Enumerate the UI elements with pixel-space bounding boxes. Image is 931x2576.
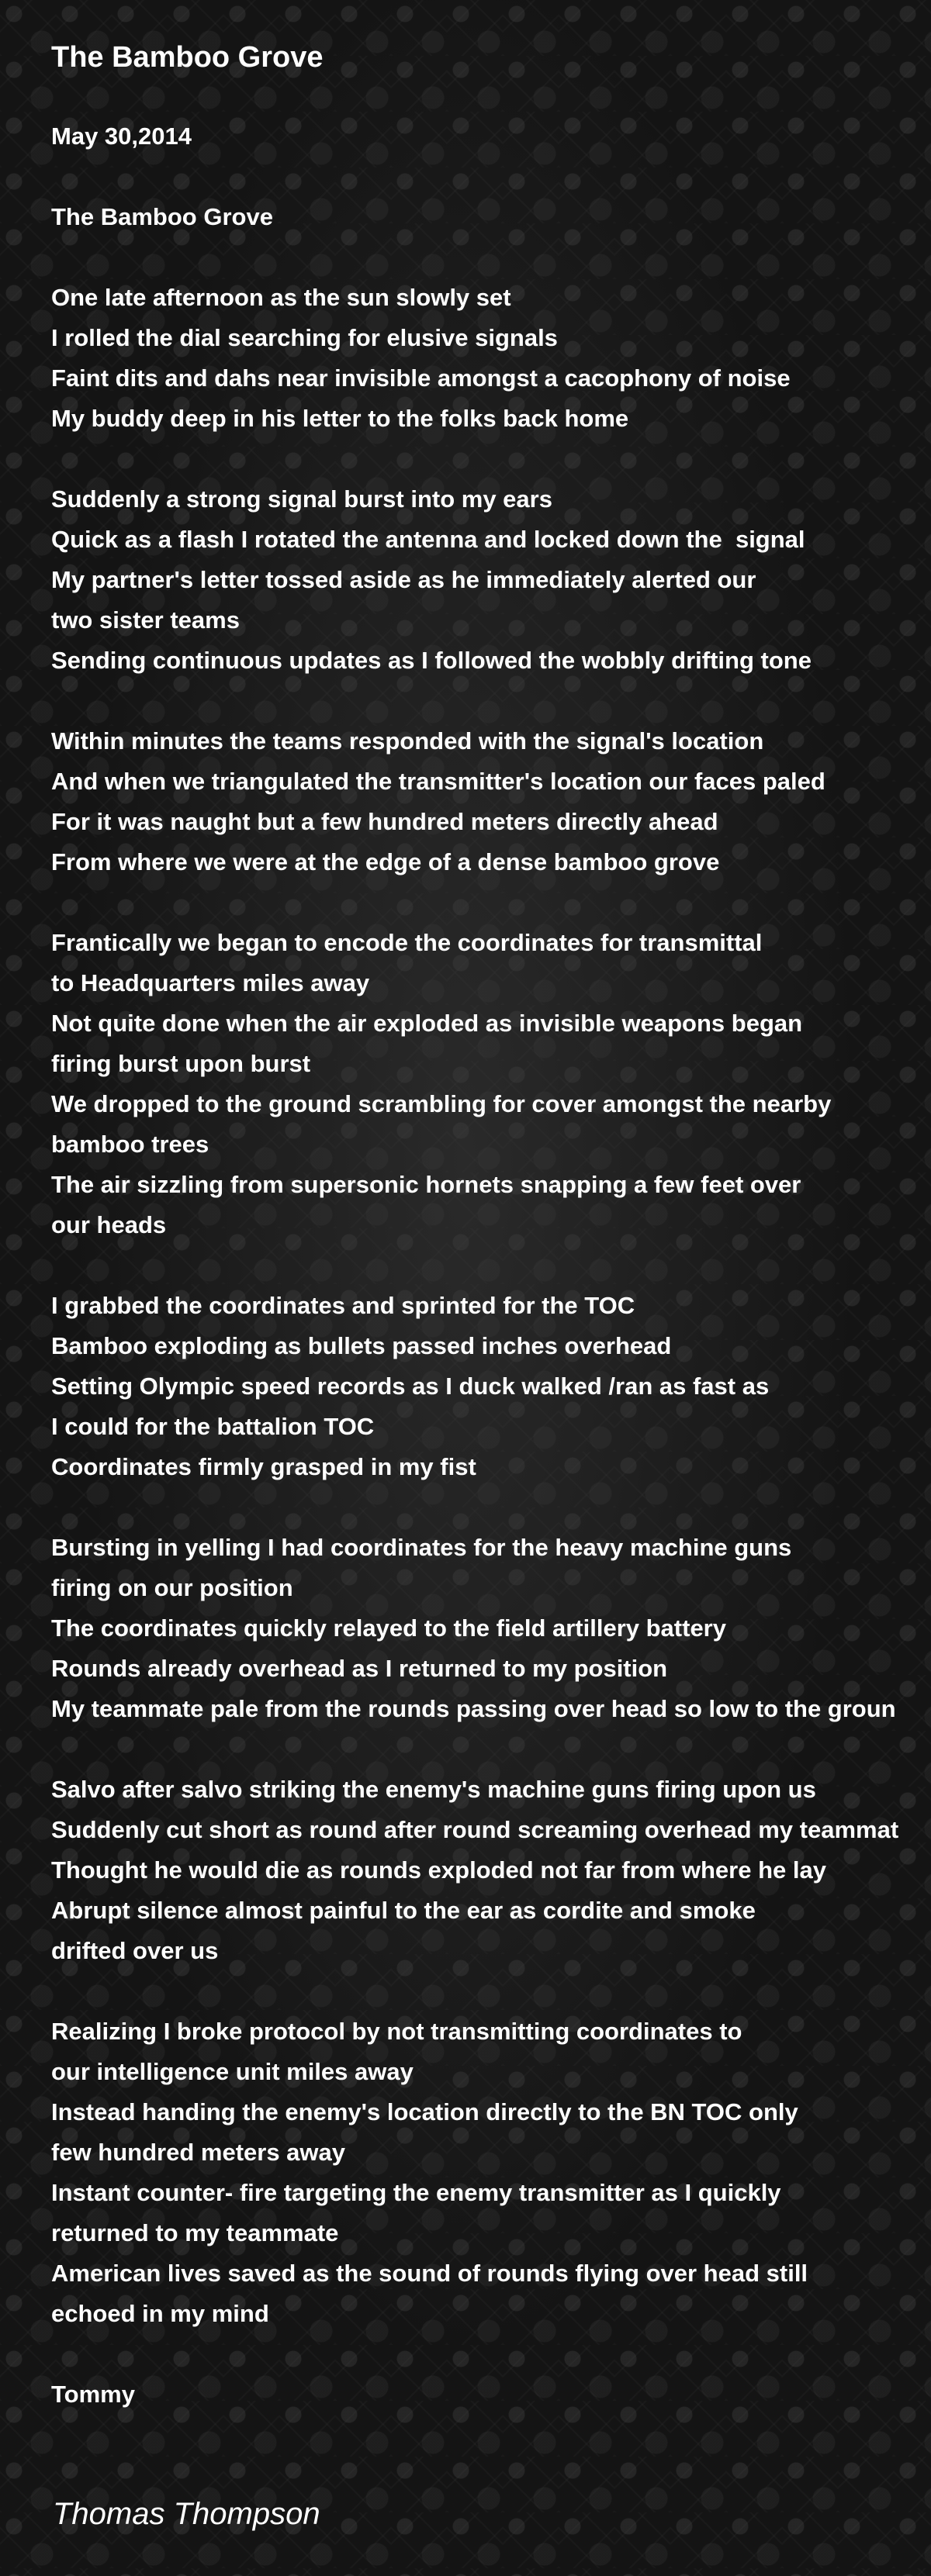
poem-line: Rounds already overhead as I returned to my position (51, 1655, 668, 1682)
poem-line: Quick as a flash I rotated the antenna and locked down the signal (51, 526, 805, 553)
stanza-break (51, 2334, 931, 2374)
poem-line: Not quite done when the air exploded as invisible weapons began (51, 1010, 803, 1037)
stanza-break (51, 1729, 931, 1770)
poem-line: Suddenly cut short as round after round screaming overhead my teammat (51, 1816, 899, 1843)
poem-line: Tommy (51, 2381, 135, 2408)
poem-line: Abrupt silence almost painful to the ear as cordite and smoke (51, 1897, 756, 1924)
stanza-break (51, 157, 931, 197)
poem-line: May 30,2014 (51, 123, 192, 150)
stanza-break (51, 882, 931, 923)
poem-line: bamboo trees (51, 1131, 209, 1158)
poem-line: Frantically we began to encode the coordinates for transmittal (51, 929, 763, 956)
poem-line: Sending continuous updates as I followed the wobbly drifting tone (51, 647, 812, 674)
poem-line: The coordinates quickly relayed to the field artillery battery (51, 1614, 726, 1642)
poem-line: I grabbed the coordinates and sprinted for the TOC (51, 1292, 635, 1319)
poem-line: One late afternoon as the sun slowly set (51, 284, 511, 311)
poem-line: firing burst upon burst (51, 1050, 311, 1077)
poem-line: Realizing I broke protocol by not transmitting coordinates to (51, 2018, 742, 2045)
stanza-break (51, 681, 931, 721)
poem-line: And when we triangulated the transmitter's location our faces paled (51, 768, 825, 795)
poem-line: Suddenly a strong signal burst into my ears (51, 485, 552, 513)
poem-line: few hundred meters away (51, 2139, 346, 2166)
poem-line: our heads (51, 1211, 167, 1238)
poem-line: The Bamboo Grove (51, 203, 273, 230)
poem-line: The air sizzling from supersonic hornets snapping a few feet over (51, 1171, 801, 1198)
poem-line: returned to my teammate (51, 2219, 339, 2246)
poem-line: our intelligence unit miles away (51, 2058, 414, 2085)
stanza-break (51, 1971, 931, 2011)
poem-line: My buddy deep in his letter to the folks back home (51, 405, 629, 432)
poem-line: echoed in my mind (51, 2300, 269, 2327)
poem-line: drifted over us (51, 1937, 219, 1964)
poem-line: Setting Olympic speed records as I duck walked /ran as fast as (51, 1373, 770, 1400)
stanza-break (51, 237, 931, 278)
poem-line: Salvo after salvo striking the enemy's machine guns firing upon us (51, 1776, 816, 1803)
poem-line: Thought he would die as rounds exploded not far from where he lay (51, 1856, 826, 1884)
poem-line: From where we were at the edge of a dense bamboo grove (51, 848, 720, 875)
poem-line: two sister teams (51, 606, 240, 634)
poem-line: Instant counter- fire targeting the enemy transmitter as I quickly (51, 2179, 781, 2206)
poem-line: For it was naught but a few hundred meters directly ahead (51, 808, 718, 835)
stanza-break (51, 1487, 931, 1528)
poem-body (51, 116, 931, 2415)
poem-line: to Headquarters miles away (51, 969, 370, 996)
poem-line: Bamboo exploding as bullets passed inches overhead (51, 1332, 672, 1359)
poem-line: American lives saved as the sound of rounds flying over head still (51, 2260, 808, 2287)
poem-title: The Bamboo Grove (51, 41, 324, 74)
stanza-break (51, 1245, 931, 1286)
poem-line: Faint dits and dahs near invisible amongst a cacophony of noise (51, 364, 791, 392)
poem-line: I could for the battalion TOC (51, 1413, 375, 1440)
stanza-break (51, 439, 931, 479)
poem-line: My teammate pale from the rounds passing over head so low to the groun (51, 1695, 896, 1722)
poem-line: We dropped to the ground scrambling for cover amongst the nearby (51, 1090, 832, 1117)
poem-line: Coordinates firmly grasped in my fist (51, 1453, 476, 1480)
poem-line: Instead handing the enemy's location directly to the BN TOC only (51, 2098, 798, 2125)
poem-line: I rolled the dial searching for elusive signals (51, 324, 558, 351)
poem-line: firing on our position (51, 1574, 293, 1601)
author-signature: Thomas Thompson (53, 2497, 320, 2531)
poem-line: Bursting in yelling I had coordinates for the heavy machine guns (51, 1534, 792, 1561)
poem-line: My partner's letter tossed aside as he immediately alerted our (51, 566, 756, 593)
poem-line: Within minutes the teams responded with the signal's location (51, 727, 764, 754)
